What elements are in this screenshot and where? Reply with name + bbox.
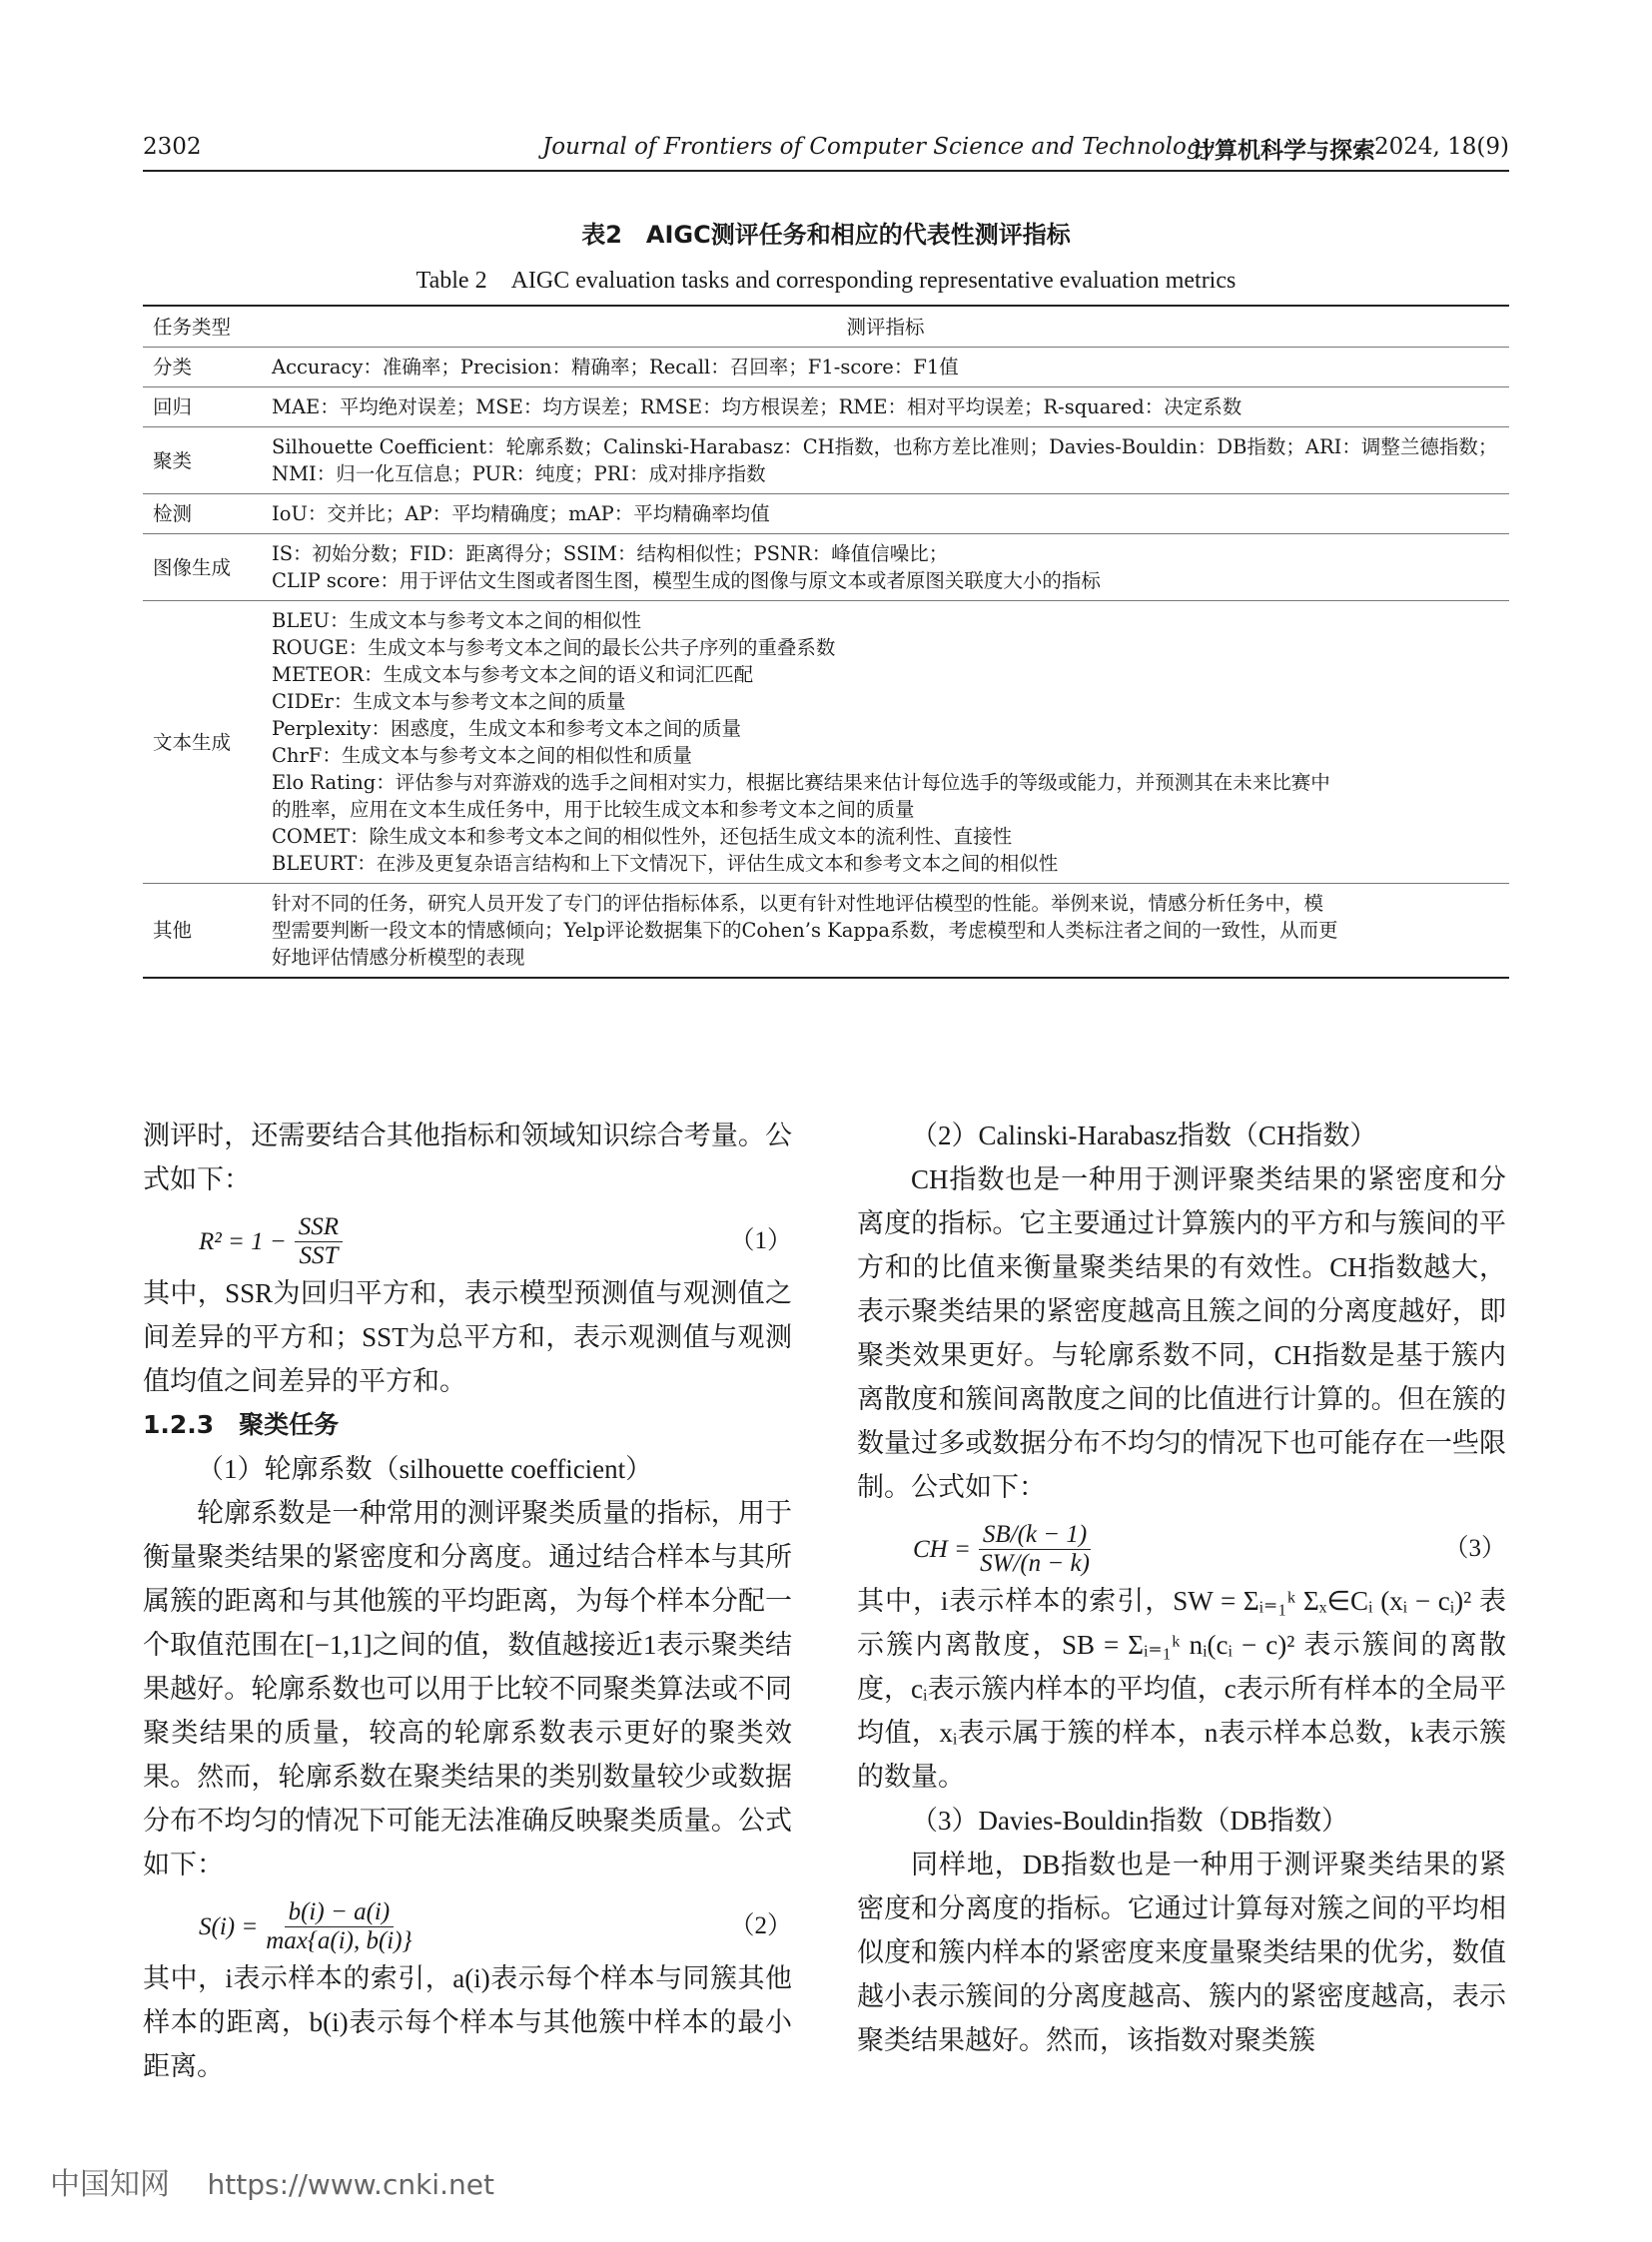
fraction: [979, 1521, 1091, 1578]
footer-watermark: [50, 2159, 494, 2203]
metric-line: 的胜率，应用在文本生成任务中，用于比较生成文本和参考文本之间的质量: [272, 798, 915, 821]
left-column: [143, 1114, 792, 2088]
task-type-cell: 其他: [143, 884, 262, 979]
equation-3: [857, 1509, 1506, 1579]
denominator: SST: [299, 1242, 339, 1269]
numerator: b(i) − a(i): [285, 1898, 395, 1927]
site-name: 中国知网: [50, 2167, 170, 2202]
equation-number: （1）: [729, 1227, 792, 1254]
metric-line: CIDEr：生成文本与参考文本之间的质量: [272, 690, 626, 713]
numerator: SB/(k − 1): [979, 1521, 1091, 1550]
task-type-cell: 聚类: [143, 427, 262, 494]
metric-line: 针对不同的任务，研究人员开发了专门的评估指标体系，以更有针对性地评估模型的性能。举例来说，情感分析任务中，模: [272, 892, 1324, 915]
metrics-cell: [262, 348, 1509, 387]
denominator: SW/(n − k): [980, 1550, 1090, 1577]
fraction: [295, 1213, 343, 1270]
page-number: 2302: [143, 134, 202, 160]
metrics-cell: [262, 534, 1509, 601]
metric-line: 型需要判断一段文本的情感倾向；Yelp评论数据集下的Cohen’s Kappa系数，考虑模型和人类标注者之间的一致性，从而更: [272, 919, 1338, 942]
metrics-cell: [262, 387, 1509, 427]
task-type-cell: 图像生成: [143, 534, 262, 601]
equation-lhs: CH =: [913, 1535, 971, 1563]
metric-line: CLIP score：用于评估文生图或者图生图，模型生成的图像与原文本或者原图关联度大小的指标: [272, 569, 1101, 592]
journal-title-en: Journal of Frontiers of Computer Science and Technology: [542, 134, 1215, 160]
paragraph: 轮廓系数是一种常用的测评聚类质量的指标，用于衡量聚类结果的紧密度和分离度。通过结合样本与其所属簇的距离和与其他簇的平均距离，为每个样本分配一个取值范围在[−1,1]之间的值，数值越接近1表示聚类结果越好。轮廓系数也可以用于比较不同聚类算法或不同聚类结果的质量，较高的轮廓系数表示更好的聚类效果。然而，轮廓系数在聚类结果的类别数量较少或数据分布不均匀的情况下可能无法准确反映聚类质量。公式如下：: [143, 1498, 792, 1879]
metrics-cell: [262, 494, 1509, 534]
subsection-heading: （1）轮廓系数（silhouette coefficient）: [197, 1454, 653, 1484]
task-type-cell: 文本生成: [143, 601, 262, 884]
paragraph: 同样地，DB指数也是一种用于测评聚类结果的紧密度和分离度的指标。它通过计算每对簇之间的平均相似度和簇内样本的紧密度来度量聚类结果的优劣，数值越小表示簇间的分离度越高、簇内的紧密度越高，表示聚类结果越好。然而，该指数对聚类簇: [857, 1850, 1506, 2055]
numerator: SSR: [295, 1213, 343, 1242]
right-column: [857, 1114, 1506, 2062]
metrics-cell: [262, 884, 1509, 979]
metrics-table: [143, 305, 1509, 979]
metric-line: BLEU：生成文本与参考文本之间的相似性: [272, 609, 641, 632]
header-metrics: 测评指标: [262, 306, 1509, 348]
task-type-cell: 回归: [143, 387, 262, 427]
journal-title-cn: 计算机科学与探索: [1192, 138, 1375, 164]
metric-line: Silhouette Coefficient：轮廓系数；Calinski-Harabasz：CH指数，也称方差比准则；Davies-Bouldin：DB指数；ARI：调整兰德指数；: [272, 435, 1498, 458]
equation-number: （2）: [729, 1912, 792, 1939]
fraction: [266, 1898, 412, 1955]
paragraph: 其中，i表示样本的索引，a(i)表示每个样本与同簇其他样本的距离，b(i)表示每个样本与其他簇中样本的最小距离。: [143, 1963, 792, 2081]
subsection-heading: （2）Calinski-Harabasz指数（CH指数）: [911, 1121, 1377, 1150]
equation-number: （3）: [1443, 1535, 1506, 1562]
table-row: [143, 494, 1509, 534]
table-row: [143, 534, 1509, 601]
task-type-cell: 分类: [143, 348, 262, 387]
paragraph: 其中，SSR为回归平方和，表示模型预测值与观测值之间差异的平方和；SST为总平方和，表示观测值与观测值均值之间差异的平方和。: [143, 1278, 792, 1396]
paragraph: 其中，i表示样本的索引，SW = Σᵢ₌₁ᵏ Σₓ∈Cᵢ (xᵢ − cᵢ)² 表示簇内离散度，SB = Σᵢ₌₁ᵏ nᵢ(cᵢ − c)² 表示簇间的离散度，cᵢ表示簇内样本的平均值，c表示所有样本的全局平均值，xᵢ表示属于簇的样本，n表示样本总数，k表示簇的数量。: [857, 1586, 1506, 1792]
metric-line: ChrF：生成文本与参考文本之间的相似性和质量: [272, 744, 692, 767]
table-row: [143, 348, 1509, 387]
section-heading: 1.2.3 聚类任务: [143, 1410, 340, 1439]
metric-line: COMET：除生成文本和参考文本之间的相似性外，还包括生成文本的流利性、直接性: [272, 825, 1013, 848]
equation-2: [143, 1886, 792, 1956]
site-url[interactable]: https://www.cnki.net: [207, 2168, 494, 2201]
equation-1: [143, 1201, 792, 1271]
volume-issue: 2024, 18(9): [1373, 134, 1509, 160]
metric-line: 好地评估情感分析模型的表现: [272, 946, 525, 969]
equation-lhs: S(i) =: [199, 1912, 259, 1940]
metric-line: ROUGE：生成文本与参考文本之间的最长公共子序列的重叠系数: [272, 636, 836, 659]
metric-line: Elo Rating：评估参与对弈游戏的选手之间相对实力，根据比赛结果来估计每位选手的等级或能力，并预测其在未来比赛中: [272, 771, 1330, 794]
table-caption-en: Table 2 AIGC evaluation tasks and corresponding representative evaluation metrics: [415, 268, 1237, 294]
paragraph: 测评时，还需要结合其他指标和领域知识综合考量。公式如下：: [143, 1121, 792, 1194]
metric-line: IoU：交并比；AP：平均精确度；mAP：平均精确率均值: [272, 502, 770, 525]
table-header-row: [143, 306, 1509, 348]
metric-line: IS：初始分数；FID：距离得分；SSIM：结构相似性；PSNR：峰值信噪比；: [272, 542, 949, 565]
table-row: [143, 387, 1509, 427]
metrics-cell: [262, 427, 1509, 494]
metrics-cell: [262, 601, 1509, 884]
table-row: [143, 884, 1509, 979]
header-task-type: 任务类型: [143, 306, 262, 348]
table-caption-cn: 表2 AIGC测评任务和相应的代表性测评指标: [581, 221, 1071, 249]
metric-line: Accuracy：准确率；Precision：精确率；Recall：召回率；F1-score：F1值: [272, 356, 959, 378]
metric-line: MAE：平均绝对误差；MSE：均方误差；RMSE：均方根误差；RME：相对平均误差；R-squared：决定系数: [272, 395, 1242, 418]
subsection-heading: （3）Davies-Bouldin指数（DB指数）: [911, 1806, 1348, 1836]
running-header: [143, 130, 1509, 172]
metric-line: METEOR：生成文本与参考文本之间的语义和词汇匹配: [272, 663, 754, 686]
metric-line: BLEURT：在涉及更复杂语言结构和上下文情况下，评估生成文本和参考文本之间的相似性: [272, 852, 1059, 875]
equation-lhs: R² = 1 −: [199, 1227, 287, 1255]
paragraph: CH指数也是一种用于测评聚类结果的紧密度和分离度的指标。它主要通过计算簇内的平方和与簇间的平方和的比值来衡量聚类结果的有效性。CH指数越大，表示聚类结果的紧密度越高且簇之间的分离度越好，即聚类效果更好。与轮廓系数不同，CH指数是基于簇内离散度和簇间离散度之间的比值进行计算的。但在簇的数量过多或数据分布不均匀的情况下也可能存在一些限制。公式如下：: [857, 1164, 1506, 1502]
metric-line: NMI：归一化互信息；PUR：纯度；PRI：成对排序指数: [272, 462, 766, 485]
denominator: max{a(i), b(i)}: [266, 1927, 413, 1954]
table-row: [143, 427, 1509, 494]
task-type-cell: 检测: [143, 494, 262, 534]
metric-line: Perplexity：困惑度，生成文本和参考文本之间的质量: [272, 717, 741, 740]
table-row: [143, 601, 1509, 884]
